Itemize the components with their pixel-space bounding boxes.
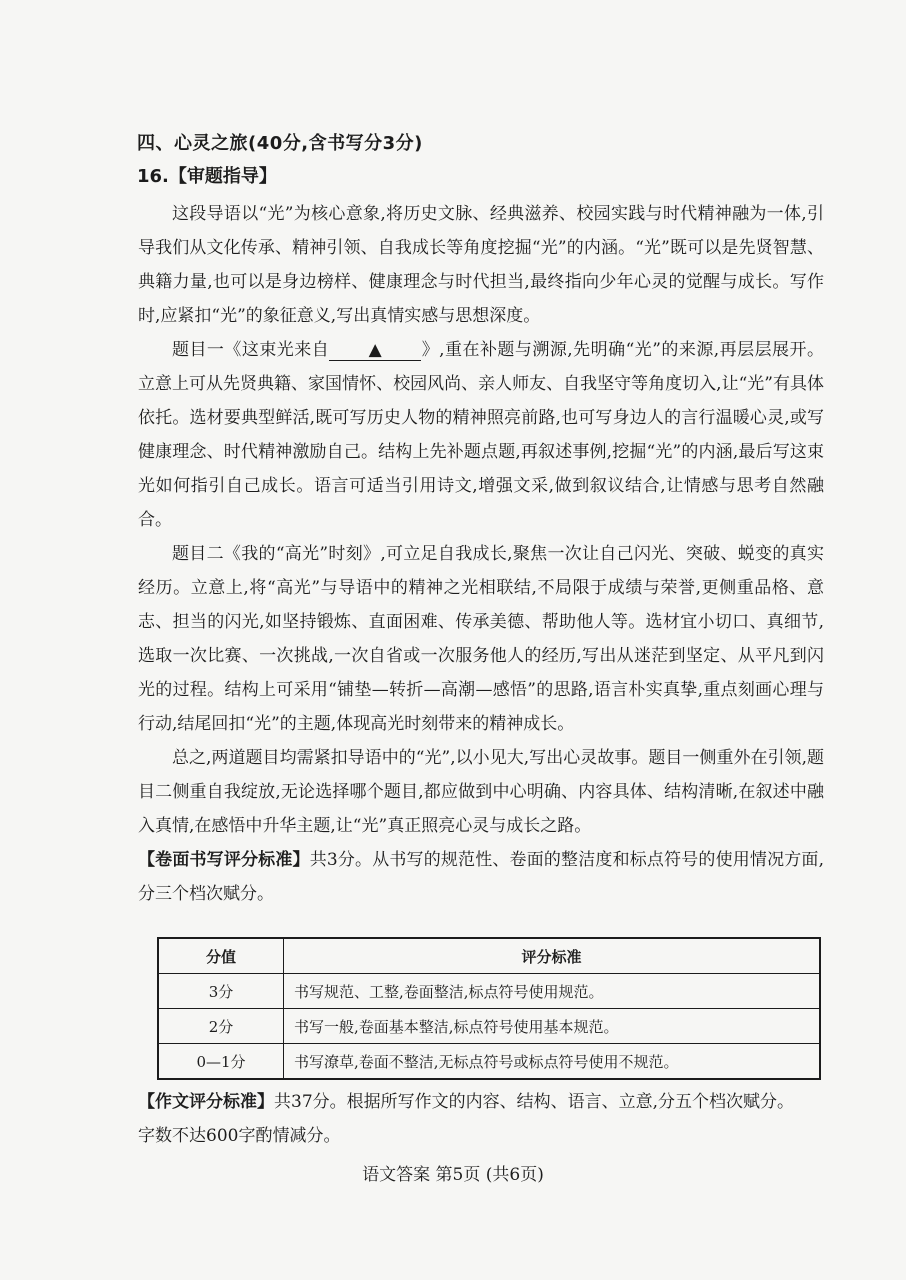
essay-standard: [138, 1085, 828, 1153]
guidance-body: [138, 197, 824, 911]
score-cell: 2分: [158, 1009, 284, 1044]
handwriting-standard-text: 共3分。从书写的规范性、卷面的整洁度和标点符号的使用情况方面,分三个档次赋分。: [138, 850, 825, 904]
header-criteria: 评分标准: [284, 938, 821, 974]
header-score: 分值: [158, 938, 284, 974]
table-row: [158, 1044, 820, 1080]
handwriting-standard-heading: 【卷面书写评分标准】: [138, 850, 310, 870]
criteria-cell: 书写规范、工整,卷面整洁,标点符号使用规范。: [284, 974, 821, 1009]
essay-standard-line: [138, 1085, 828, 1119]
paragraph-handwriting-standard: [138, 843, 824, 911]
criteria-cell: 书写一般,卷面基本整洁,标点符号使用基本规范。: [284, 1009, 821, 1044]
section-title: 四、心灵之旅(40分,含书写分3分): [137, 133, 423, 154]
page-footer: 语文答案 第5页 (共6页): [362, 1165, 544, 1185]
score-cell: 0—1分: [158, 1044, 284, 1080]
topic-one-text: 》,重在补题与溯源,先明确“光”的来源,再层层展开。立意上可从先贤典籍、家国情怀、校园风尚、亲人师友、自我坚守等角度切入,让“光”有具体依托。选材要典型鲜活,既可写历史人物的精神照亮前路,也可写身边人的言行温暖心灵,或写健康理念、时代精神激励自己。结构上先补题点题,再叙述事例,挖掘“光”的内涵,最后写这束光如何指引自己成长。语言可适当引用诗文,增强文采,做到叙议结合,让情感与思考自然融合。: [138, 340, 824, 530]
score-cell: 3分: [158, 974, 284, 1009]
table-row: [158, 974, 820, 1009]
paragraph-topic-two: 题目二《我的“高光”时刻》,可立足自我成长,聚焦一次让自己闪光、突破、蜕变的真实经历。立意上,将“高光”与导语中的精神之光相联结,不局限于成绩与荣誉,更侧重品格、意志、担当的闪光,如坚持锻炼、直面困难、传承美德、帮助他人等。选材宜小切口、真细节,选取一次比赛、一次挑战,一次自省或一次服务他人的经历,写出从迷茫到坚定、从平凡到闪光的过程。结构上可采用“铺垫—转折—高潮—感悟”的思路,语言朴实真挚,重点刻画心理与行动,结尾回扣“光”的主题,体现高光时刻带来的精神成长。: [138, 544, 824, 734]
essay-standard-text: 共37分。根据所写作文的内容、结构、语言、立意,分五个档次赋分。: [274, 1092, 795, 1112]
paragraph-topic-one: [138, 333, 824, 537]
scoring-table: [157, 937, 821, 1080]
table-row: [158, 1009, 820, 1044]
paragraph-intro: 这段导语以“光”为核心意象,将历史文脉、经典滋养、校园实践与时代精神融为一体,引导我们从文化传承、精神引领、自我成长等角度挖掘“光”的内涵。“光”既可以是先贤智慧、典籍力量,也可以是身边榜样、健康理念与时代担当,最终指向少年心灵的觉醒与成长。写作时,应紧扣“光”的象征意义,写出真情实感与思想深度。: [138, 204, 824, 326]
fill-blank: [329, 340, 421, 361]
essay-word-count-note: 字数不达600字酌情减分。: [138, 1126, 341, 1146]
table-header-row: [158, 938, 820, 974]
essay-standard-heading: 【作文评分标准】: [138, 1092, 274, 1112]
criteria-cell: 书写潦草,卷面不整洁,无标点符号或标点符号使用不规范。: [284, 1044, 821, 1080]
question-label: 16.【审题指导】: [137, 166, 277, 187]
triangle-marker: ▲: [368, 340, 382, 360]
paragraph-summary: 总之,两道题目均需紧扣导语中的“光”,以小见大,写出心灵故事。题目一侧重外在引领,题目二侧重自我绽放,无论选择哪个题目,都应做到中心明确、内容具体、结构清晰,在叙述中融入真情,在感悟中升华主题,让“光”真正照亮心灵与成长之路。: [138, 748, 824, 836]
topic-one-title-start: 题目一《这束光来自: [172, 340, 330, 360]
